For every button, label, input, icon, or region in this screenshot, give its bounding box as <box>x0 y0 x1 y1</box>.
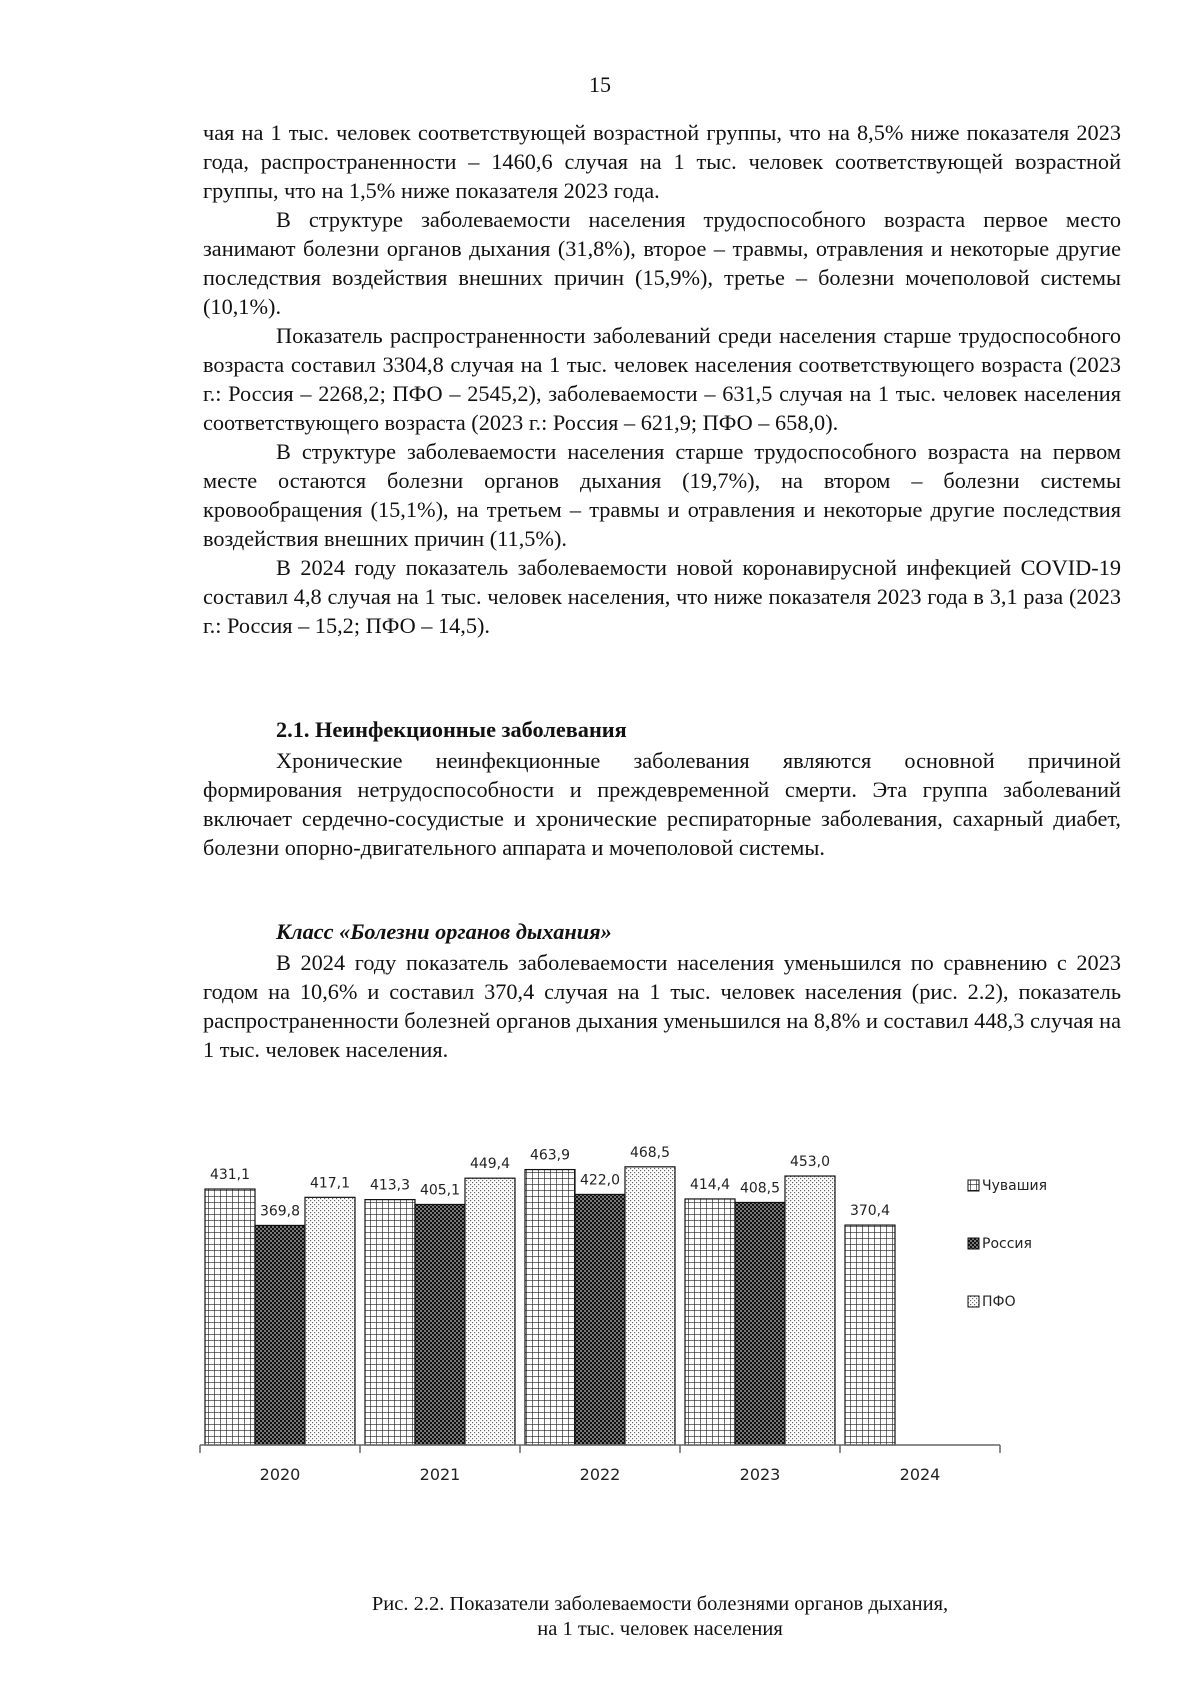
x-tick-label: 2022 <box>579 1465 621 1484</box>
x-tick-label: 2024 <box>899 1465 941 1484</box>
bar-Чувашия-2024 <box>845 1225 895 1445</box>
body-text-top <box>203 118 1121 640</box>
bar-Россия-2021 <box>415 1204 465 1445</box>
x-tick-label: 2023 <box>739 1465 781 1484</box>
x-tick-label: 2021 <box>419 1465 461 1484</box>
bar-chart <box>190 1144 1070 1540</box>
paragraph: чая на 1 тыс. человек соответствующей возрастной группы, что на 8,5% ниже показателя 2023 года, распространенности – 1460,6 случая на 1 тыс. человек соответствующей возрастной группы, что на 1,5% ниже показателя 2023 года. <box>203 120 1121 203</box>
paragraph: В структуре заболеваемости населения трудоспособного возраста первое место занимают болезни органов дыхания (31,8%), второе – травмы, отравления и некоторые другие последствия воздействия внешних причин (15,9%), третье – болезни мочеполовой системы (10,1%). <box>203 207 1121 319</box>
bar-ПФО-2020 <box>305 1197 355 1445</box>
data-label: 405,1 <box>419 1182 461 1199</box>
bar-Чувашия-2020 <box>205 1189 255 1445</box>
data-label: 413,3 <box>369 1177 411 1194</box>
bar-Россия-2022 <box>575 1194 625 1445</box>
caption-line: Рис. 2.2. Показатели заболеваемости болезнями органов дыхания, <box>371 1593 949 1615</box>
bar-Россия-2020 <box>255 1225 305 1445</box>
chart-bars <box>205 1145 895 1445</box>
legend-swatch <box>968 1238 979 1249</box>
bar-ПФО-2021 <box>465 1178 515 1445</box>
data-label: 449,4 <box>469 1156 511 1173</box>
paragraph: В 2024 году показатель заболеваемости новой коронавирусной инфекцией COVID-19 составил 4,8 случая на 1 тыс. человек населения, что ниже показателя 2023 года в 3,1 раза (2023 г.: Россия – 15,2; ПФО – 14,5). <box>203 555 1121 638</box>
legend <box>968 1178 1047 1310</box>
legend-swatch <box>968 1296 979 1307</box>
data-label: 414,4 <box>689 1176 731 1193</box>
data-label: 422,0 <box>579 1172 621 1189</box>
chart-svg <box>190 1144 1070 1540</box>
page-number: 15 <box>589 72 611 97</box>
paragraph: В структуре заболеваемости населения старше трудоспособного возраста на первом месте остаются болезни органов дыхания (19,7%), на втором – болезни системы кровообращения (15,1%), на третьем – травмы и отравления и некоторые другие последствия воздействия внешних причин (11,5%). <box>203 439 1121 551</box>
data-label: 417,1 <box>309 1175 351 1192</box>
bar-Россия-2023 <box>735 1202 785 1445</box>
data-label: 369,8 <box>259 1203 301 1220</box>
figure-caption <box>200 1592 1120 1642</box>
legend-swatch <box>968 1180 979 1191</box>
caption-line: на 1 тыс. человек населения <box>537 1618 783 1640</box>
bar-Чувашия-2021 <box>365 1200 415 1445</box>
data-label: 453,0 <box>789 1154 831 1171</box>
subsection-text <box>203 948 1121 1064</box>
data-label: 463,9 <box>529 1147 571 1164</box>
data-label: 431,1 <box>209 1167 251 1184</box>
section-text <box>203 746 1121 862</box>
data-label: 468,5 <box>629 1144 671 1161</box>
paragraph: В 2024 году показатель заболеваемости населения уменьшился по сравнению с 2023 годом на 10,6% и составил 370,4 случая на 1 тыс. человек населения (рис. 2.2), показатель распространенности болезней органов дыхания уменьшился на 8,8% и составил 448,3 случая на 1 тыс. человек населения. <box>203 950 1121 1062</box>
data-label: 408,5 <box>739 1180 781 1197</box>
section-heading: 2.1. Неинфекционные заболевания <box>276 717 627 742</box>
subsection-heading: Класс «Болезни органов дыхания» <box>276 919 612 944</box>
x-axis <box>200 1445 1000 1484</box>
legend-entry: ПФО <box>982 1294 1016 1310</box>
data-label: 370,4 <box>849 1203 891 1220</box>
legend-entry: Россия <box>982 1236 1032 1252</box>
legend-entry: Чувашия <box>982 1178 1048 1194</box>
bar-ПФО-2022 <box>625 1167 675 1445</box>
paragraph: Показатель распространенности заболеваний среди населения старше трудоспособного возраста составил 3304,8 случая на 1 тыс. человек населения соответствующего возраста (2023 г.: Россия – 2268,2; ПФО – 2545,2), заболеваемости – 631,5 случая на 1 тыс. человек населения соответствующего возраста (2023 г.: Россия – 621,9; ПФО – 658,0). <box>203 323 1121 435</box>
x-tick-label: 2020 <box>259 1465 301 1484</box>
paragraph: Хронические неинфекционные заболевания являются основной причиной формирования нетрудоспособности и преждевременной смерти. Эта группа заболеваний включает сердечно-сосудистые и хронические респираторные заболевания, сахарный диабет, болезни опорно-двигательного аппарата и мочеполовой системы. <box>203 748 1121 860</box>
bar-Чувашия-2023 <box>685 1199 735 1445</box>
bar-Чувашия-2022 <box>525 1170 575 1445</box>
bar-ПФО-2023 <box>785 1176 835 1445</box>
